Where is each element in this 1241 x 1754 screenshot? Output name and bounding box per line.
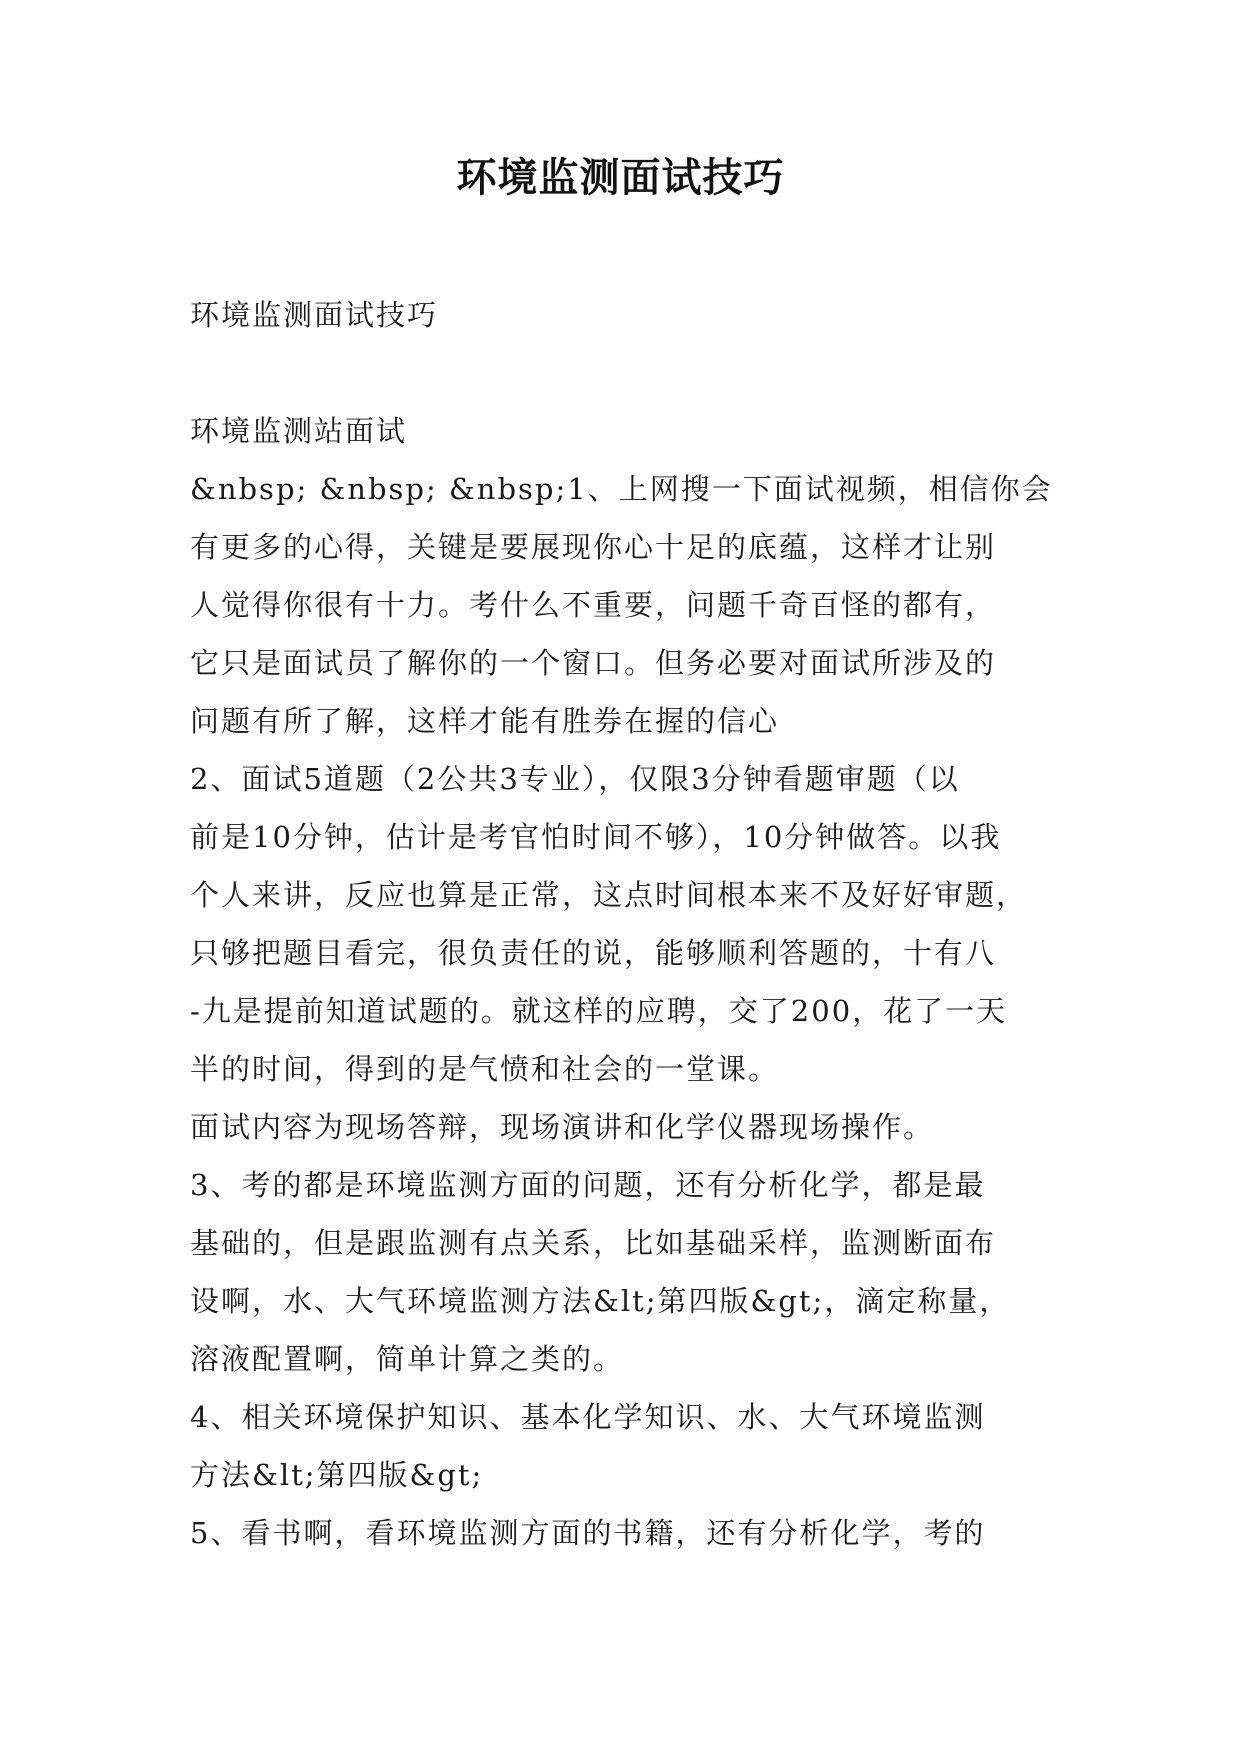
text-line: 问题有所了解，这样才能有胜券在握的信心 (190, 704, 780, 738)
document-subtitle: 环境监测面试技巧 (190, 298, 439, 332)
text-line: 个人来讲，反应也算是正常，这点时间根本来不及好好审题， (190, 878, 1028, 912)
text-line: 基础的，但是跟监测有点关系，比如基础采样，监测断面布 (190, 1226, 997, 1260)
text-line: 半的时间，得到的是气愤和社会的一堂课。 (190, 1052, 780, 1086)
text-line: 有更多的心得，关键是要展现你心十足的底蕴，这样才让别 (190, 530, 997, 564)
text-line: 2、面试5道题（2公共3专业），仅限3分钟看题审题（以 (190, 762, 960, 796)
section-heading: 环境监测站面试 (190, 414, 408, 448)
text-line: 溶液配置啊，简单计算之类的。 (190, 1342, 625, 1376)
text-line: 3、考的都是环境监测方面的问题，还有分析化学，都是最 (190, 1168, 986, 1202)
text-line: 面试内容为现场答辩，现场演讲和化学仪器现场操作。 (190, 1110, 935, 1144)
text-line: 方法&lt;第四版&gt; (190, 1458, 484, 1492)
text-line: 它只是面试员了解你的一个窗口。但务必要对面试所涉及的 (190, 646, 997, 680)
document-title: 环境监测面试技巧 (456, 154, 785, 201)
text-line: 5、看书啊，看环境监测方面的书籍，还有分析化学，考的 (190, 1516, 986, 1550)
body-paragraphs (190, 460, 1070, 1562)
text-line: 人觉得你很有十力。考什么不重要，问题千奇百怪的都有， (190, 588, 997, 622)
text-line: -九是提前知道试题的。就这样的应聘，交了200，花了一天 (190, 994, 1008, 1028)
text-line: 前是10分钟，估计是考官怕时间不够），10分钟做答。以我 (190, 820, 1002, 854)
text-line: 只够把题目看完，很负责任的说，能够顺利答题的，十有八 (190, 936, 997, 970)
text-line: 4、相关环境保护知识、基本化学知识、水、大气环境监测 (190, 1400, 986, 1434)
text-line: &nbsp; &nbsp; &nbsp;1、上网搜一下面试视频，相信你会 (190, 472, 1053, 506)
text-line: 设啊，水、大气环境监测方法&lt;第四版&gt;，滴定称量， (190, 1284, 1011, 1318)
